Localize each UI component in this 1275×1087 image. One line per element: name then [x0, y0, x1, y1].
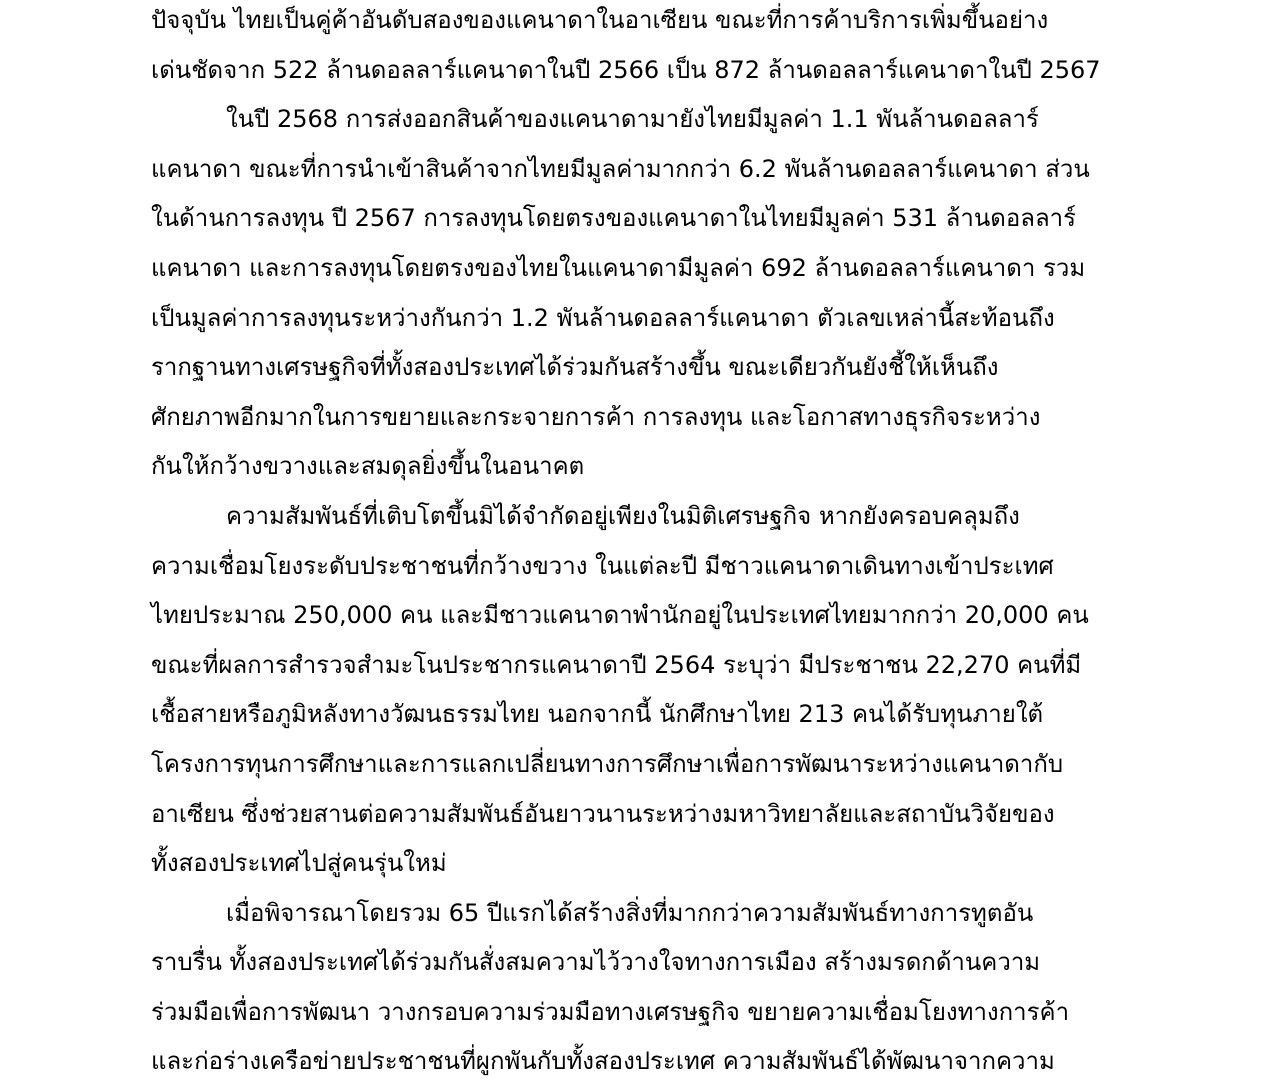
text-line: ไทยประมาณ 250,000 คน และมีชาวแคนาดาพำนักอยู่ในประเทศไทยมากกว่า 20,000 คน: [151, 601, 1089, 630]
text-line: ราบรื่น ทั้งสองประเทศได้ร่วมกันสั่งสมความไว้วางใจทางการเมือง สร้างมรดกด้านความ: [151, 948, 1041, 977]
text-line: และก่อร่างเครือข่ายประชาชนที่ผูกพันกับทั้งสองประเทศ ความสัมพันธ์ได้พัฒนาจากความ: [151, 1047, 1055, 1076]
paragraph-trade-investment: [151, 95, 1141, 492]
text-line: ร่วมมือเพื่อการพัฒนา วางกรอบความร่วมมือทางเศรษฐกิจ ขยายความเชื่อมโยงทางการค้า: [151, 997, 1070, 1026]
paragraph-people-links: [151, 492, 1141, 889]
text-line: เป็นมูลค่าการลงทุนระหว่างกันกว่า 1.2 พันล้านดอลลาร์แคนาดา ตัวเลขเหล่านี้สะท้อนถึง: [151, 303, 1055, 332]
text-line: แคนาดา และการลงทุนโดยตรงของไทยในแคนาดามีมูลค่า 692 ล้านดอลลาร์แคนาดา รวม: [151, 253, 1086, 282]
text-line: เมื่อพิจารณาโดยรวม 65 ปีแรกได้สร้างสิ่งที่มากกว่าความสัมพันธ์ทางการทูตอัน: [226, 898, 1034, 927]
text-line: แคนาดา ขณะที่การนำเข้าสินค้าจากไทยมีมูลค่ามากกว่า 6.2 พันล้านดอลลาร์แคนาดา ส่วน: [151, 154, 1090, 183]
text-line: ในปี 2568 การส่งออกสินค้าของแคนาดามายังไทยมีมูลค่า 1.1 พันล้านดอลลาร์: [226, 105, 1039, 134]
paragraph-overview: [151, 889, 1141, 1087]
text-line: ความเชื่อมโยงระดับประชาชนที่กว้างขวาง ในแต่ละปี มีชาวแคนาดาเดินทางเข้าประเทศ: [151, 551, 1054, 580]
paragraph-trade-services: [151, 0, 1141, 95]
text-line: ในด้านการลงทุน ปี 2567 การลงทุนโดยตรงของแคนาดาในไทยมีมูลค่า 531 ล้านดอลลาร์: [151, 204, 1077, 233]
text-line: ทั้งสองประเทศไปสู่คนรุ่นใหม่: [151, 849, 447, 878]
text-line: ความสัมพันธ์ที่เติบโตขึ้นมิได้จำกัดอยู่เพียงในมิติเศรษฐกิจ หากยังครอบคลุมถึง: [226, 501, 1020, 530]
text-line: ศักยภาพอีกมากในการขยายและกระจายการค้า การลงทุน และโอกาสทางธุรกิจระหว่าง: [151, 402, 1041, 431]
text-line: โครงการทุนการศึกษาและการแลกเปลี่ยนทางการศึกษาเพื่อการพัฒนาระหว่างแคนาดากับ: [151, 749, 1064, 778]
text-line: ขณะที่ผลการสำรวจสำมะโนประชากรแคนาดาปี 2564 ระบุว่า มีประชาชน 22,270 คนที่มี: [151, 650, 1082, 679]
text-line: รากฐานทางเศรษฐกิจที่ทั้งสองประเทศได้ร่วมกันสร้างขึ้น ขณะเดียวกันยังชี้ให้เห็นถึง: [151, 353, 999, 382]
text-line: กันให้กว้างขวางและสมดุลยิ่งขึ้นในอนาคต: [151, 452, 585, 481]
text-line: เชื้อสายหรือภูมิหลังทางวัฒนธรรมไทย นอกจากนี้ นักศึกษาไทย 213 คนได้รับทุนภายใต้: [151, 700, 1044, 729]
text-line: ปัจจุบัน ไทยเป็นคู่ค้าอันดับสองของแคนาดาในอาเซียน ขณะที่การค้าบริการเพิ่มขึ้นอย่าง: [151, 6, 1049, 34]
text-line: อาเซียน ซึ่งช่วยสานต่อความสัมพันธ์อันยาวนานระหว่างมหาวิทยาลัยและสถาบันวิจัยของ: [151, 799, 1055, 828]
document-body: [151, 0, 1141, 1087]
text-line: เด่นชัดจาก 522 ล้านดอลลาร์แคนาดาในปี 2566 เป็น 872 ล้านดอลลาร์แคนาดาในปี 2567: [151, 55, 1101, 84]
